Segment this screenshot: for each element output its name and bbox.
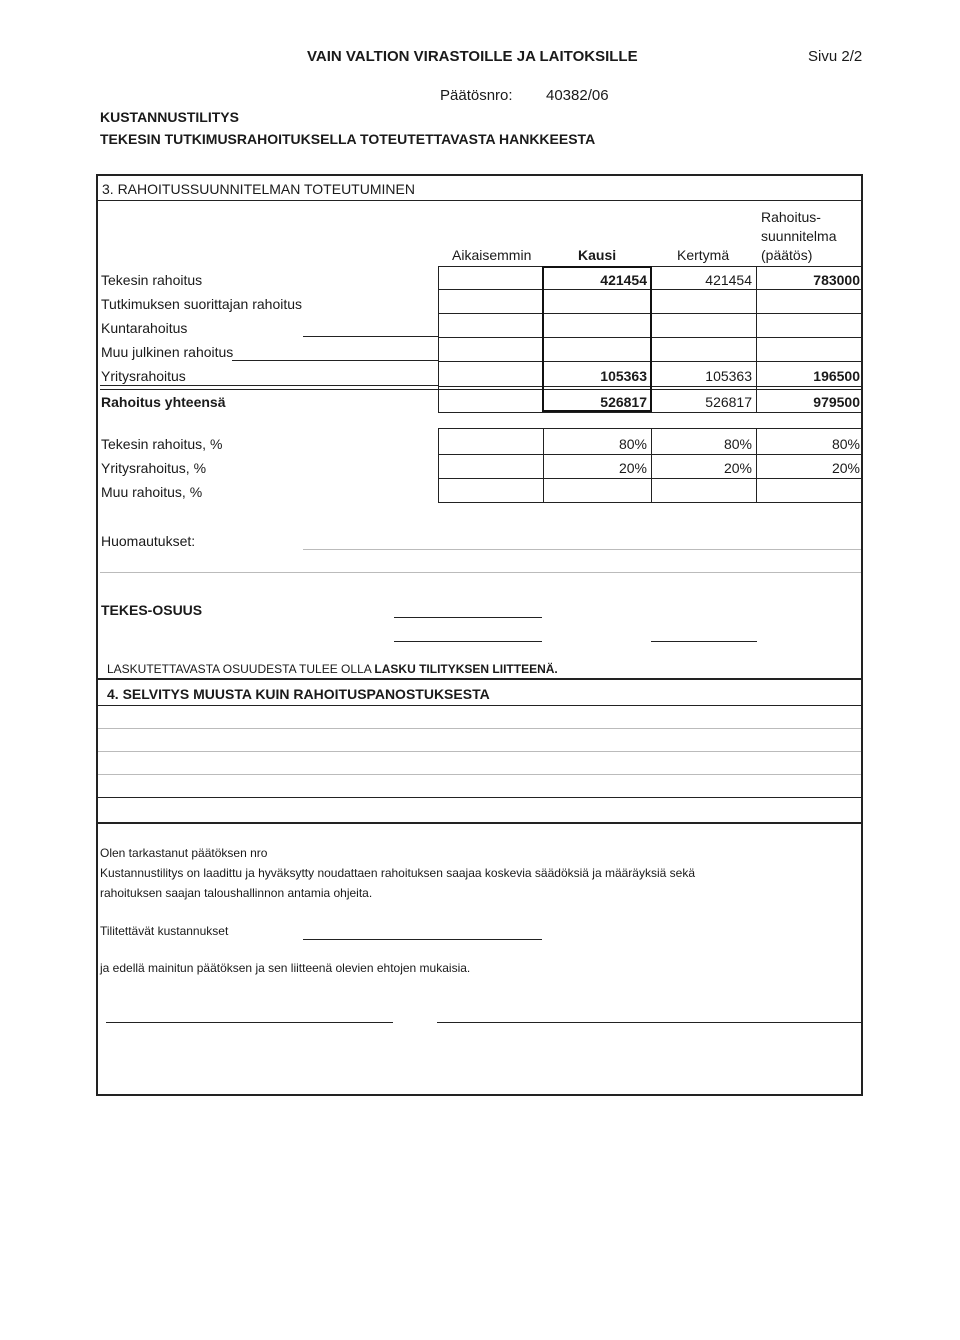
tekes-pct-plan: 80% — [831, 436, 860, 452]
label-underline — [232, 360, 438, 361]
decision-number: 40382/06 — [546, 87, 609, 104]
cert-line-2: Kustannustilitys on laadittu ja hyväksytty noudattaen rahoituksen saajaa koskevia säädöksiä ja määräyksiä sekä — [100, 866, 696, 880]
col-header-plan-1: Rahoitus- — [761, 209, 821, 225]
tekes-pct-period: 80% — [618, 436, 647, 452]
remarks-label: Huomautukset: — [101, 533, 196, 549]
section4-title: 4. SELVITYS MUUSTA KUIN RAHOITUSPANOSTUKSESTA — [107, 686, 490, 702]
grid-line — [438, 502, 863, 503]
company-pct-cumulative: 20% — [723, 460, 752, 476]
label-underline — [100, 389, 438, 390]
section-divider — [96, 678, 863, 680]
section4-line — [98, 728, 861, 729]
costs-line — [303, 939, 542, 940]
label-underline — [303, 336, 438, 337]
remarks-line — [100, 572, 861, 573]
pct-label-other: Muu rahoitus, % — [101, 484, 203, 500]
section4-line — [96, 797, 863, 798]
total-period: 526817 — [600, 394, 647, 410]
grid-line — [438, 412, 863, 413]
label-underline — [100, 385, 438, 386]
tekes-pct-cumulative: 80% — [723, 436, 752, 452]
tekes-plan: 783000 — [813, 272, 860, 288]
section3-title: 3. RAHOITUSSUUNNITELMAN TOTEUTUMINEN — [102, 181, 415, 197]
signature-line-left — [106, 1022, 393, 1023]
cert-line-1: Olen tarkastanut päätöksen nro — [100, 846, 268, 860]
form-title-line2: TEKESIN TUTKIMUSRAHOITUKSELLA TOTEUTETTAVASTA HANKKEESTA — [100, 131, 596, 147]
company-period: 105363 — [600, 368, 647, 384]
grid-line — [756, 428, 757, 502]
signature-line — [651, 641, 757, 642]
row-label-company: Yritysrahoitus — [101, 368, 186, 384]
col-header-plan-3: (päätös) — [761, 247, 813, 263]
row-label-other-public: Muu julkinen rahoitus — [101, 344, 234, 360]
total-plan: 979500 — [813, 394, 860, 410]
total-cumulative: 526817 — [705, 394, 752, 410]
row-label-municipal: Kuntarahoitus — [101, 320, 188, 336]
col-header-period: Kausi — [578, 247, 617, 263]
section4-line — [98, 774, 861, 775]
company-plan: 196500 — [813, 368, 860, 384]
section4-rule — [96, 705, 863, 706]
col-header-earlier: Aikaisemmin — [452, 247, 532, 263]
grid-line — [756, 266, 757, 412]
invoice-note — [107, 662, 558, 676]
company-cumulative: 105363 — [705, 368, 752, 384]
pct-label-company: Yritysrahoitus, % — [101, 460, 207, 476]
tekes-cumulative: 421454 — [705, 272, 752, 288]
row-label-researcher: Tutkimuksen suorittajan rahoitus — [101, 296, 303, 312]
col-header-cumulative: Kertymä — [677, 247, 730, 263]
pct-label-tekes: Tekesin rahoitus, % — [101, 436, 223, 452]
invoice-note-text: LASKUTETTAVASTA OSUUDESTA TULEE OLLA — [107, 662, 375, 676]
signature-line — [394, 641, 542, 642]
row-label-total: Rahoitus yhteensä — [101, 394, 226, 410]
decision-number-label: Päätösnro: — [440, 87, 513, 104]
signature-line — [394, 617, 542, 618]
company-pct-plan: 20% — [831, 460, 860, 476]
col-header-plan-2: suunnitelma — [761, 228, 837, 244]
grid-line — [543, 428, 544, 502]
signature-line-right — [437, 1022, 863, 1023]
remarks-line — [303, 549, 861, 550]
tekes-period: 421454 — [600, 272, 647, 288]
row-label-tekes: Tekesin rahoitus — [101, 272, 203, 288]
cert-line-3: rahoituksen saajan taloushallinnon antamia ohjeita. — [100, 886, 373, 900]
grid-line — [438, 428, 439, 502]
section-divider — [96, 822, 863, 824]
document-title: VAIN VALTION VIRASTOILLE JA LAITOKSILLE — [307, 48, 638, 65]
section4-line — [98, 751, 861, 752]
tekes-share-label: TEKES-OSUUS — [101, 602, 203, 618]
costs-label: Tilitettävät kustannukset — [100, 924, 229, 938]
page-number: Sivu 2/2 — [808, 48, 863, 65]
form-title-line1: KUSTANNUSTILITYS — [100, 109, 239, 125]
company-pct-period: 20% — [618, 460, 647, 476]
section3-title-rule — [96, 200, 863, 201]
invoice-note-emphasis: LASKU TILITYKSEN LIITTEENÄ. — [374, 662, 558, 676]
grid-line — [438, 266, 439, 412]
cert-line-4: ja edellä mainitun päätöksen ja sen liitteenä olevien ehtojen mukaisia. — [100, 961, 471, 975]
